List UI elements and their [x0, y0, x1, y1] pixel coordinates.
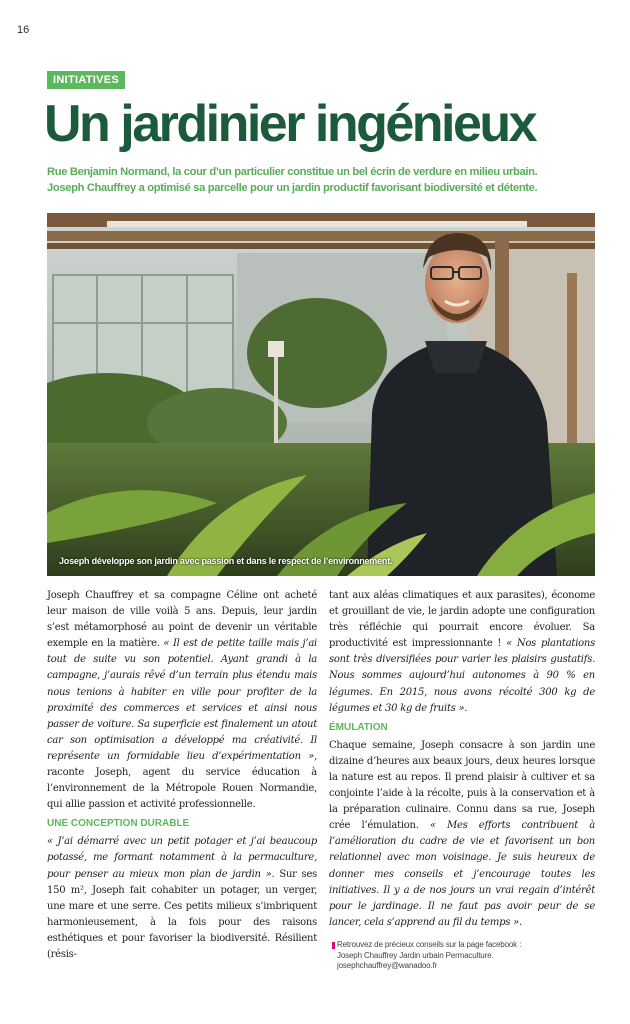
article-paragraph: [329, 738, 595, 931]
article-column-left: [47, 588, 317, 963]
paragraph-text: .: [464, 702, 468, 714]
article-paragraph: [329, 588, 595, 717]
paragraph-text: tant aux aléas climatiques et aux parasites), économe et grouillant de vie, le jardin adopte une configuration très réfléchie qui pourrait encore évoluer. Sa productivité est impressionnante !: [329, 590, 595, 650]
paragraph-text: . Sur ses 150 m², Joseph fait cohabiter un potager, un verger, une mare et une serre. Ces petits milieux s’imbriquent harmonieusement, à la fois pour des raisons esthétiques et pour favoriser la biodiversité. Résilient (résis-: [47, 868, 317, 960]
note-email-link[interactable]: josephchauffrey@wanadoo.fr: [337, 961, 438, 970]
paragraph-quote: « Mes efforts contribuent à l’amélioration du cadre de vie et favorisent un bon relationnel avec mon voisinage. Je suis heureux de donner mes conseils et j’encourage toutes les initiatives. Il y a de nos jours un vrai regain d’intérêt pour le jardinage. Il ne faut pas avoir peur de se lancer, cela s’apprend au fil du temps »: [329, 820, 596, 928]
subhead-conception: UNE CONCEPTION DURABLE: [47, 818, 190, 830]
note-line-1: Retrouvez de précieux conseils sur la page facebook :: [337, 940, 522, 949]
paragraph-text: , raconte Joseph, agent du service éducation à l’environnement de la Métropole Rouen Normandie, qui allie passion et activité professionnelle.: [47, 750, 317, 811]
note-accent-bar: [332, 942, 335, 949]
paragraph-quote: « J’ai démarré avec un petit potager et j’ai beaucoup potassé, me formant notamment à la permaculture, pour penser au mieux mon plan de jardin »: [47, 836, 317, 880]
subhead-emulation: ÉMULATION: [329, 721, 388, 733]
headline: Un jardinier ingénieux: [44, 95, 536, 153]
garden-portrait-illustration: [47, 213, 595, 576]
photo-caption: Joseph développe son jardin avec passion et dans le respect de l’environnement.: [59, 556, 393, 566]
section-tag: INITIATIVES: [47, 71, 125, 89]
standfirst-line-2: Joseph Chauffrey a optimisé sa parcelle pour un jardin productif favorisant biodiversité et détente.: [47, 182, 538, 194]
standfirst-line-1: Rue Benjamin Normand, la cour d’un particulier constitue un bel écrin de verdure en milieu urbain.: [47, 166, 538, 178]
standfirst: [47, 164, 607, 196]
article-photo: [47, 213, 595, 576]
article-paragraph: [47, 588, 317, 813]
paragraph-quote: « Il est de petite taille mais j’ai tout de suite vu son potentiel. Ayant grandi à la campagne, j’aurais rêvé d’un terrain plus étendu mais nous tenions à habiter en ville pour profiter de la proximité des commerces et services et ainsi nous passer de voiture. Sa superficie est finalement un atout car son optimisation a développé ma créativité. Il représente un formidable lieu d’expérimentation »: [47, 638, 317, 762]
article-paragraph: [47, 834, 317, 963]
paragraph-text: Joseph Chauffrey et sa compagne Céline ont acheté leur maison de ville voilà 5 ans. Depuis, leur jardin s’est métamorphosé au point de devenir un véritable exemple en la matière.: [47, 590, 317, 650]
paragraph-text: .: [518, 916, 522, 928]
paragraph-text: Chaque semaine, Joseph consacre à son jardin une dizaine d’heures aux beaux jours, deux heures lorsque la nature est au repos. Il prend plaisir à cultiver et sa conjointe l’aide à la récolte, puis à la conservation et à la préparation culinaire. Connu dans sa rue, Joseph crée l’émulation.: [329, 739, 595, 832]
facebook-note: [337, 940, 587, 972]
paragraph-quote: « Nos plantations sont très diversifiées pour varier les plaisirs gustatifs. Nous sommes aujourd’hui autonomes à 90 % en légumes. En 2015, nous avons récolté 300 kg de légumes et 30 kg de fruits »: [329, 638, 595, 714]
page-number: 16: [17, 24, 30, 36]
note-line-2: Joseph Chauffrey Jardin urbain Permaculture.: [337, 950, 494, 960]
article-column-right: [329, 588, 595, 931]
